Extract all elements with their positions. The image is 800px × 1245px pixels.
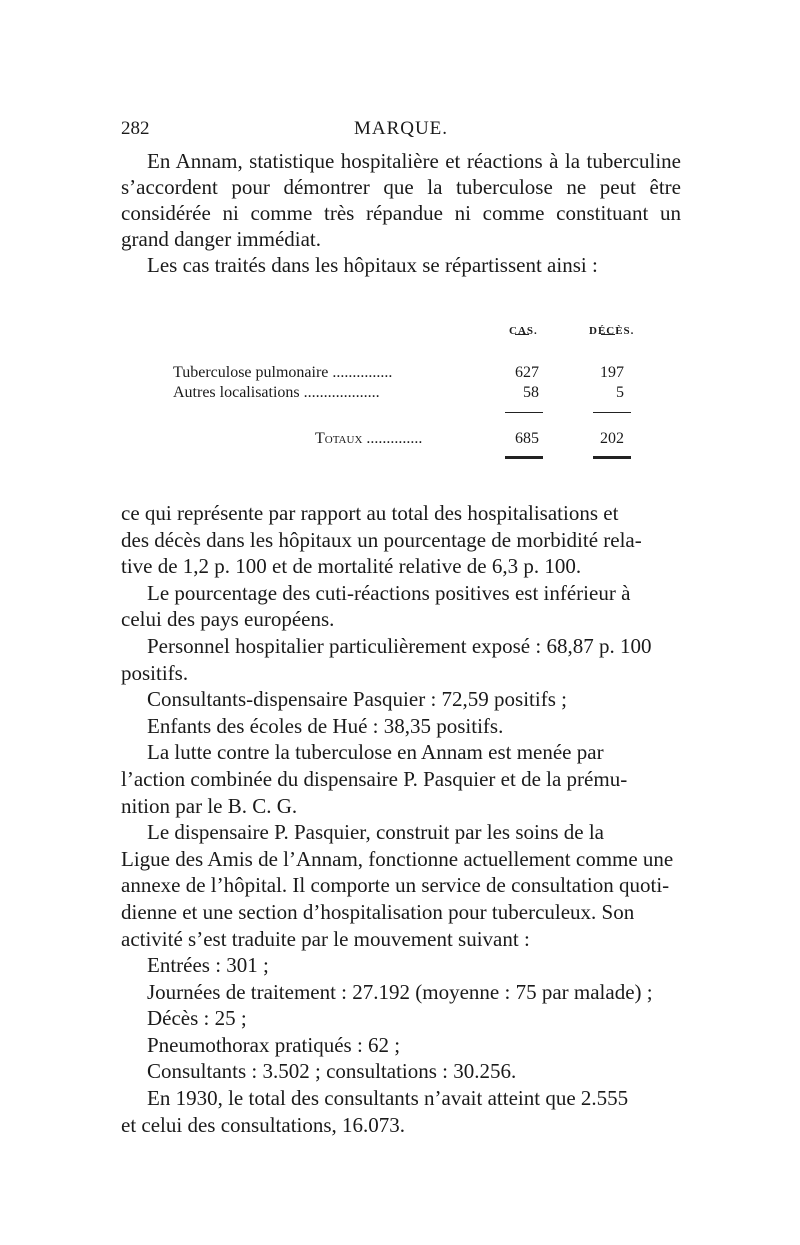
total-label: Totaux .............. bbox=[315, 430, 423, 447]
text-line: celui des pays européens. bbox=[121, 607, 335, 632]
text-line: La lutte contre la tuberculose en Annam est menée par bbox=[147, 740, 604, 765]
paragraph-table-intro: Les cas traités dans les hôpitaux se répartissent ainsi : bbox=[147, 253, 598, 277]
page-number: 282 bbox=[121, 118, 150, 139]
table-cell-deces: 197 bbox=[600, 364, 624, 381]
total-cas: 685 bbox=[515, 430, 539, 447]
text-line: Le dispensaire P. Pasquier, construit par les soins de la bbox=[147, 820, 604, 845]
table-cell-cas: 627 bbox=[515, 364, 539, 381]
text-line: Consultants-dispensaire Pasquier : 72,59 positifs ; bbox=[147, 687, 567, 712]
text-line: ce qui représente par rapport au total des hospitalisations et bbox=[121, 501, 619, 525]
total-deces: 202 bbox=[600, 430, 624, 447]
cases-table bbox=[121, 278, 681, 500]
subtotal-rule bbox=[505, 412, 543, 413]
text-line: positifs. bbox=[121, 660, 189, 685]
text-line: l’action combinée du dispensaire P. Pasquier et de la prému- bbox=[121, 766, 628, 791]
paragraph-intro: En Annam, statistique hospitalière et réactions à la tuberculine s’accordent pour démontrer que la tuberculose ne peut être considérée ni comme très répandue ni comme constituant un grand danger immédiat. bbox=[121, 149, 681, 251]
total-rule bbox=[505, 456, 543, 459]
running-head: MARQUE. bbox=[353, 118, 449, 139]
column-header-deces: DÉCÈS. bbox=[589, 325, 635, 337]
text-line: nition par le B. C. G. bbox=[121, 793, 298, 818]
body-text bbox=[121, 148, 681, 1138]
total-rule bbox=[593, 456, 631, 459]
column-dash bbox=[601, 334, 615, 335]
subtotal-rule bbox=[593, 412, 631, 413]
table-cell-deces: 5 bbox=[616, 384, 624, 401]
text-line: annexe de l’hôpital. Il comporte un service de consultation quoti- bbox=[121, 873, 670, 898]
table-row-label: Tuberculose pulmonaire ............... bbox=[173, 364, 393, 381]
text-line: des décès dans les hôpitaux un pourcentage de morbidité rela- bbox=[121, 527, 642, 552]
text-line: Personnel hospitalier particulièrement exposé : 68,87 p. 100 bbox=[147, 633, 652, 658]
text-line: Entrées : 301 ; bbox=[147, 953, 269, 978]
text-line: et celui des consultations, 16.073. bbox=[121, 1112, 406, 1137]
text-line: Enfants des écoles de Hué : 38,35 positifs. bbox=[147, 713, 504, 738]
table-cell-cas: 58 bbox=[523, 384, 539, 401]
page-header bbox=[121, 118, 681, 142]
column-dash bbox=[515, 334, 529, 335]
table-row-label: Autres localisations ................... bbox=[173, 384, 380, 401]
text-line: tive de 1,2 p. 100 et de mortalité relative de 6,3 p. 100. bbox=[121, 554, 582, 579]
text-line: activité s’est traduite par le mouvement suivant : bbox=[121, 926, 530, 951]
paragraph-lines bbox=[121, 500, 681, 1138]
text-line: Pneumothorax pratiqués : 62 ; bbox=[147, 1032, 401, 1057]
text-line: Journées de traitement : 27.192 (moyenne : 75 par malade) ; bbox=[147, 979, 653, 1004]
text-line: Ligue des Amis de l’Annam, fonctionne actuellement comme une bbox=[121, 846, 674, 871]
text-line: Le pourcentage des cuti-réactions positives est inférieur à bbox=[147, 580, 631, 605]
text-line: Consultants : 3.502 ; consultations : 30.256. bbox=[147, 1059, 517, 1084]
text-line: dienne et une section d’hospitalisation pour tuberculeux. Son bbox=[121, 899, 635, 924]
text-line: En 1930, le total des consultants n’avait atteint que 2.555 bbox=[147, 1086, 629, 1111]
column-header-cas: CAS. bbox=[509, 325, 538, 337]
text-line: Décès : 25 ; bbox=[147, 1006, 247, 1031]
